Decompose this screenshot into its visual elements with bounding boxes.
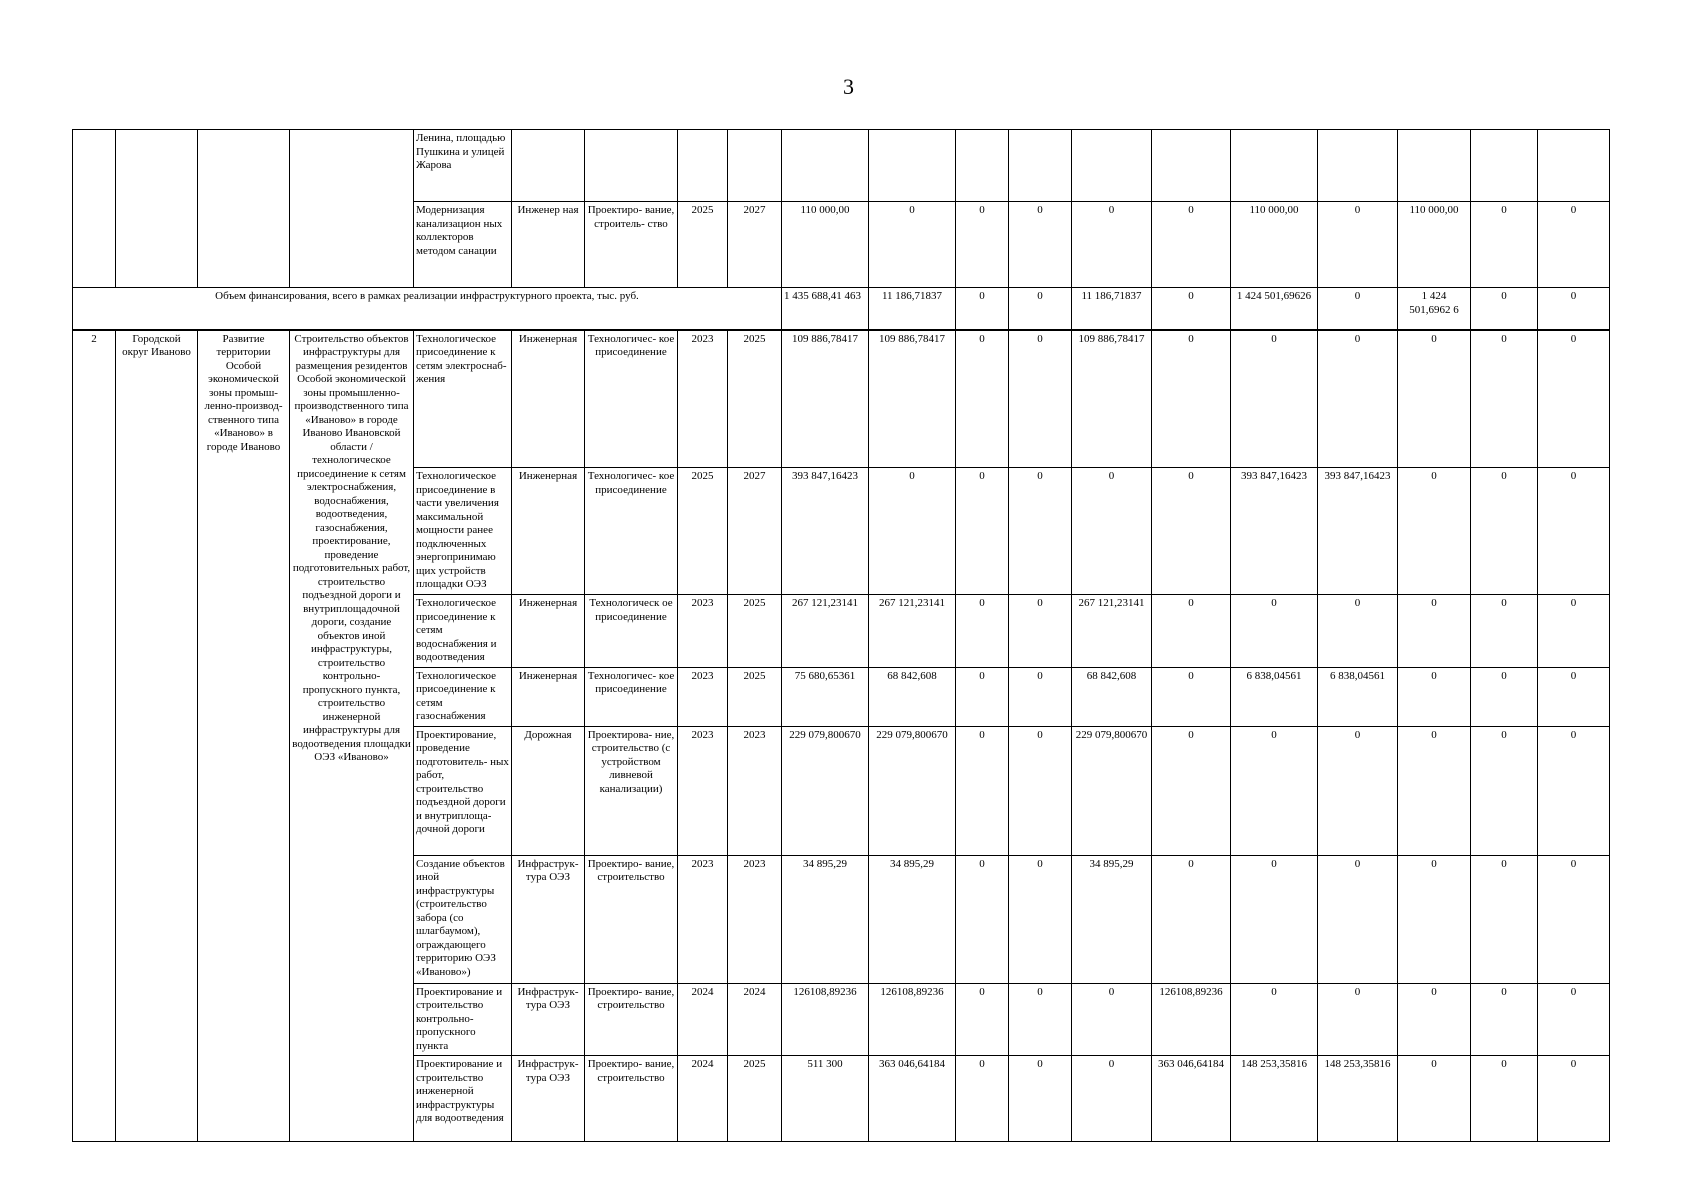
value-cell: 0 (956, 288, 1009, 330)
stage-cell: Технологичес- кое присоединение (585, 468, 678, 595)
year-end-cell: 2023 (728, 726, 782, 855)
object-cell: Технологическое присоединение к сетям водоснабжения и водоотведения (414, 595, 512, 668)
value-cell: 0 (1009, 595, 1072, 668)
value-cell: 0 (1009, 983, 1072, 1056)
stage-cell: Технологическ ое присоединение (585, 595, 678, 668)
value-cell: 0 (1009, 726, 1072, 855)
value-cell: 0 (956, 983, 1009, 1056)
value-cell: 0 (1538, 330, 1610, 468)
year-start-cell: 2023 (678, 330, 728, 468)
value-cell: 109 886,78417 (869, 330, 956, 468)
stage-cell: Технологичес- кое присоединение (585, 667, 678, 726)
value-cell: 0 (1398, 595, 1471, 668)
value-cell: 0 (1231, 726, 1318, 855)
value-cell: 0 (1072, 468, 1152, 595)
value-cell: 0 (1538, 1056, 1610, 1142)
value-cell: 0 (1152, 726, 1231, 855)
value-cell: 363 046,64184 (1152, 1056, 1231, 1142)
value-cell: 0 (1471, 202, 1538, 288)
year-start-cell: 2024 (678, 1056, 728, 1142)
value-cell: 0 (1538, 983, 1610, 1056)
value-cell: 0 (1398, 1056, 1471, 1142)
value-cell: 0 (1538, 468, 1610, 595)
value-cell: 0 (1318, 330, 1398, 468)
value-cell: 0 (1538, 595, 1610, 668)
value-cell: 110 000,00 (1398, 202, 1471, 288)
description-cell: Строительство объектов инфраструктуры для размещения резидентов Особой экономической зоны промышленно- производственного типа «Иваново» в городе Иваново Ивановской области / технологическое присоединение к сетям электроснабжения, водоснабжения, водоотведения, газоснабжения, проектирование, проведение подготовительных работ, строительство подъездной дороги и внутриплощадочной дороги, создание объектов иной инфраструктуры, строительство контрольно- пропускного пункта, строительство инженерной инфраструктуры для водоотведения площадки ОЭЗ «Иваново» (290, 330, 414, 1142)
year-end-cell: 2027 (728, 468, 782, 595)
value-cell: 0 (1471, 288, 1538, 330)
row-number: 2 (73, 330, 116, 1142)
value-cell: 0 (1538, 855, 1610, 983)
kind-cell: Инженерная (512, 595, 585, 668)
value-cell: 0 (1152, 202, 1231, 288)
object-cell: Проектирование и строительство инженерной инфраструктуры для водоотведения (414, 1056, 512, 1142)
value-cell: 0 (956, 1056, 1009, 1142)
value-cell: 0 (1009, 288, 1072, 330)
kind-cell: Инженер ная (512, 202, 585, 288)
value-cell: 0 (1318, 855, 1398, 983)
value-cell: 0 (1152, 667, 1231, 726)
year-end-cell: 2025 (728, 1056, 782, 1142)
value-cell: 0 (1072, 1056, 1152, 1142)
value-cell: 0 (1318, 595, 1398, 668)
total-label: Объем финансирования, всего в рамках реализации инфраструктурного проекта, тыс. руб. (73, 288, 782, 330)
year-start-cell: 2023 (678, 595, 728, 668)
total-row (73, 288, 1610, 330)
value-cell: 0 (1398, 667, 1471, 726)
stage-cell: Проектирова- ние, строительство (с устройством ливневой канализации) (585, 726, 678, 855)
year-start-cell: 2025 (678, 468, 728, 595)
value-cell: 0 (1231, 595, 1318, 668)
value-cell: 267 121,23141 (1072, 595, 1152, 668)
value-cell: 0 (869, 468, 956, 595)
kind-cell: Инфраструк- тура ОЭЗ (512, 855, 585, 983)
year-start-cell: 2025 (678, 202, 728, 288)
stage-cell: Проектиро- вание, строительство (585, 983, 678, 1056)
value-cell: 0 (1471, 855, 1538, 983)
stage-cell: Проектиро- вание, строительство (585, 855, 678, 983)
value-cell: 0 (1231, 983, 1318, 1056)
value-cell: 0 (1318, 983, 1398, 1056)
value-cell: 109 886,78417 (1072, 330, 1152, 468)
object-cell: Проектирование и строительство контрольно- пропускного пункта (414, 983, 512, 1056)
value-cell: 0 (1471, 1056, 1538, 1142)
value-cell: 267 121,23141 (782, 595, 869, 668)
page-number: 3 (843, 74, 854, 99)
value-cell: 0 (1152, 468, 1231, 595)
value-cell: 0 (956, 468, 1009, 595)
value-cell: 393 847,16423 (782, 468, 869, 595)
value-cell: 0 (1538, 202, 1610, 288)
value-cell: 110 000,00 (782, 202, 869, 288)
table-row (73, 130, 1610, 202)
value-cell: 393 847,16423 (1231, 468, 1318, 595)
value-cell: 0 (1538, 726, 1610, 855)
year-start-cell: 2023 (678, 855, 728, 983)
value-cell: 110 000,00 (1231, 202, 1318, 288)
year-start-cell: 2023 (678, 667, 728, 726)
value-cell: 0 (1009, 468, 1072, 595)
value-cell: 148 253,35816 (1318, 1056, 1398, 1142)
object-cell: Модернизация канализацион ных коллекторов методом санации (414, 202, 512, 288)
value-cell: 0 (1471, 726, 1538, 855)
kind-cell: Инфраструк- тура ОЭЗ (512, 983, 585, 1056)
value-cell: 0 (1471, 983, 1538, 1056)
value-cell: 0 (869, 202, 956, 288)
value-cell: 0 (956, 667, 1009, 726)
value-cell: 511 300 (782, 1056, 869, 1142)
year-end-cell: 2023 (728, 855, 782, 983)
value-cell: 6 838,04561 (1318, 667, 1398, 726)
value-cell: 0 (1398, 726, 1471, 855)
value-cell: 0 (1231, 855, 1318, 983)
value-cell: 34 895,29 (1072, 855, 1152, 983)
value-cell: 68 842,608 (1072, 667, 1152, 726)
value-cell: 0 (1398, 983, 1471, 1056)
value-cell: 393 847,16423 (1318, 468, 1398, 595)
value-cell: 0 (1398, 855, 1471, 983)
value-cell: 0 (1471, 468, 1538, 595)
year-end-cell: 2027 (728, 202, 782, 288)
value-cell: 1 424 501,69626 (1231, 288, 1318, 330)
stage-cell: Проектиро- вание, строитель- ство (585, 202, 678, 288)
value-cell: 0 (1152, 855, 1231, 983)
value-cell: 229 079,800670 (1072, 726, 1152, 855)
year-end-cell: 2025 (728, 330, 782, 468)
value-cell: 1 424 501,6962 6 (1398, 288, 1471, 330)
value-cell: 0 (1318, 726, 1398, 855)
value-cell: 0 (1318, 202, 1398, 288)
object-cell: Создание объектов иной инфраструктуры (строительство забора (со шлагбаумом), ограждающего территорию ОЭЗ «Иваново») (414, 855, 512, 983)
value-cell: 363 046,64184 (869, 1056, 956, 1142)
value-cell: 148 253,35816 (1231, 1056, 1318, 1142)
value-cell: 0 (1009, 667, 1072, 726)
stage-cell: Технологичес- кое присоединение (585, 330, 678, 468)
stage-cell: Проектиро- вание, строительство (585, 1056, 678, 1142)
year-start-cell: 2023 (678, 726, 728, 855)
year-end-cell: 2024 (728, 983, 782, 1056)
value-cell: 0 (1009, 202, 1072, 288)
project-cell: Развитие территории Особой экономической зоны промыш- ленно-производ- ственного типа «Иваново» в городе Иваново (198, 330, 290, 1142)
value-cell: 0 (956, 726, 1009, 855)
object-cell: Ленина, площадью Пушкина и улицей Жарова (414, 130, 512, 202)
value-cell: 0 (1538, 667, 1610, 726)
year-start-cell: 2024 (678, 983, 728, 1056)
value-cell: 11 186,71837 (1072, 288, 1152, 330)
value-cell: 0 (956, 330, 1009, 468)
municipality-cell: Городской округ Иваново (116, 330, 198, 1142)
value-cell: 0 (1231, 330, 1318, 468)
value-cell: 0 (1318, 288, 1398, 330)
value-cell: 229 079,800670 (782, 726, 869, 855)
kind-cell: Дорожная (512, 726, 585, 855)
value-cell: 34 895,29 (782, 855, 869, 983)
object-cell: Технологическое присоединение в части увеличения максимальной мощности ранее подключенных энергопринимаю щих устройств площадки ОЭЗ (414, 468, 512, 595)
value-cell: 0 (1471, 330, 1538, 468)
value-cell: 0 (1072, 983, 1152, 1056)
kind-cell: Инфраструк- тура ОЭЗ (512, 1056, 585, 1142)
value-cell: 0 (1398, 330, 1471, 468)
table-row (73, 330, 1610, 468)
value-cell: 0 (1471, 595, 1538, 668)
value-cell: 267 121,23141 (869, 595, 956, 668)
value-cell: 126108,89236 (1152, 983, 1231, 1056)
value-cell: 126108,89236 (782, 983, 869, 1056)
value-cell: 34 895,29 (869, 855, 956, 983)
value-cell: 68 842,608 (869, 667, 956, 726)
year-end-cell: 2025 (728, 595, 782, 668)
object-cell: Проектирование, проведение подготовитель- ных работ, строительство подъездной дороги и внутриплоща- дочной дороги (414, 726, 512, 855)
value-cell: 0 (956, 202, 1009, 288)
value-cell: 0 (1009, 1056, 1072, 1142)
year-end-cell: 2025 (728, 667, 782, 726)
value-cell: 0 (1152, 330, 1231, 468)
kind-cell: Инженерная (512, 667, 585, 726)
value-cell: 11 186,71837 (869, 288, 956, 330)
value-cell: 1 435 688,41 463 (782, 288, 869, 330)
kind-cell: Инженерная (512, 330, 585, 468)
object-cell: Технологическое присоединение к сетям электроснаб- жения (414, 330, 512, 468)
object-cell: Технологическое присоединение к сетям газоснабжения (414, 667, 512, 726)
value-cell: 0 (1152, 595, 1231, 668)
value-cell: 126108,89236 (869, 983, 956, 1056)
value-cell: 0 (1072, 202, 1152, 288)
value-cell: 229 079,800670 (869, 726, 956, 855)
value-cell: 75 680,65361 (782, 667, 869, 726)
financing-table (72, 129, 1610, 1142)
value-cell: 0 (1152, 288, 1231, 330)
value-cell: 0 (956, 855, 1009, 983)
kind-cell: Инженерная (512, 468, 585, 595)
value-cell: 0 (956, 595, 1009, 668)
value-cell: 6 838,04561 (1231, 667, 1318, 726)
value-cell: 0 (1398, 468, 1471, 595)
value-cell: 0 (1471, 667, 1538, 726)
value-cell: 0 (1538, 288, 1610, 330)
value-cell: 109 886,78417 (782, 330, 869, 468)
value-cell: 0 (1009, 330, 1072, 468)
value-cell: 0 (1009, 855, 1072, 983)
